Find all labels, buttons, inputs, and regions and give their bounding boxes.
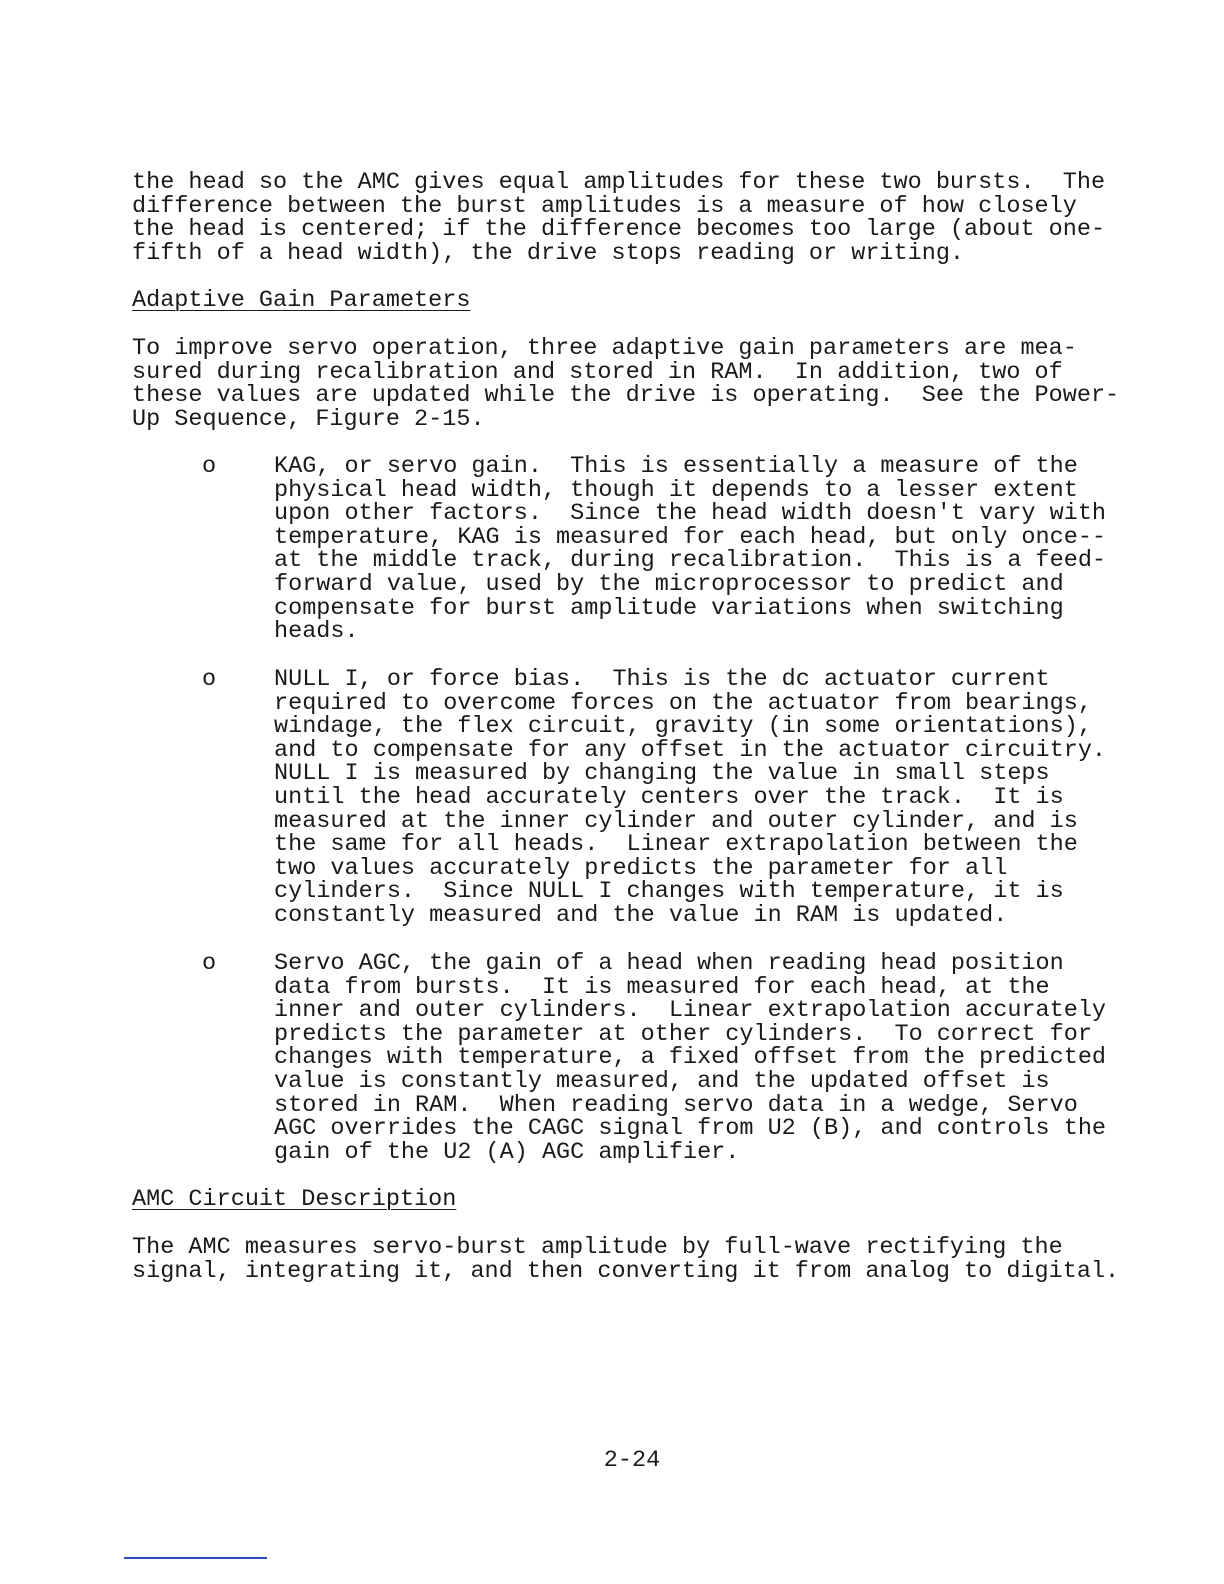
text-line: To improve servo operation, three adaptive gain parameters are mea- [132, 335, 1077, 362]
text-line: the head is centered; if the difference becomes too large (about one- [132, 216, 1106, 244]
text-line: Up Sequence, Figure 2-15. [132, 405, 485, 433]
text-line: forward value, used by the microprocessor to predict and [274, 570, 1064, 598]
text-line: gain of the U2 (A) AGC amplifier. [274, 1138, 740, 1166]
text-line: measured at the inner cylinder and outer cylinder, and is [274, 807, 1078, 835]
text-line: two values accurately predicts the parameter for all [274, 854, 1008, 882]
text-line: these values are updated while the drive is operating. See the Power- [132, 382, 1120, 410]
bullet-marker: o [202, 453, 217, 480]
text-line: data from bursts. It is measured for each head, at the [274, 973, 1050, 1001]
text-line: upon other factors. Since the head width doesn't vary with [274, 500, 1107, 528]
text-line: at the middle track, during recalibration. This is a feed- [274, 547, 1107, 575]
bullet-item-servo-agc [274, 952, 1106, 1164]
text-line: until the head accurately centers over the track. It is [274, 783, 1064, 811]
text-line: KAG, or servo gain. This is essentially a measure of the [274, 453, 1078, 480]
text-line: AGC overrides the CAGC signal from U2 (B), and controls the [274, 1115, 1107, 1143]
text-line: changes with temperature, a fixed offset from the predicted [274, 1044, 1107, 1072]
adaptive-paragraph [132, 337, 1119, 431]
text-line: difference between the burst amplitudes is a measure of how closely [132, 192, 1077, 220]
text-line: physical head width, though it depends to a lesser extent [274, 476, 1078, 504]
text-line: NULL I, or force bias. This is the dc actuator current [274, 666, 1050, 693]
bullet-item-null-i [274, 668, 1106, 928]
text-line: stored in RAM. When reading servo data in a wedge, Servo [274, 1091, 1078, 1119]
page-number: 2-24 [603, 1447, 661, 1474]
text-line: predicts the parameter at other cylinders. To correct for [274, 1020, 1092, 1048]
footer-rule [124, 1557, 267, 1559]
section-heading-adaptive-gain: Adaptive Gain Parameters [132, 287, 471, 314]
amc-paragraph [132, 1236, 1119, 1283]
text-line: value is constantly measured, and the updated offset is [274, 1067, 1050, 1095]
intro-paragraph [132, 171, 1105, 265]
bullet-marker: o [202, 950, 217, 977]
text-line: heads. [274, 618, 359, 646]
text-line: The AMC measures servo-burst amplitude by full-wave rectifying the [132, 1234, 1063, 1261]
text-line: the head so the AMC gives equal amplitudes for these two bursts. The [132, 169, 1106, 196]
text-line: Servo AGC, the gain of a head when reading head position [274, 950, 1064, 977]
text-line: the same for all heads. Linear extrapolation between the [274, 831, 1078, 859]
section-heading-amc-circuit: AMC Circuit Description [132, 1186, 457, 1213]
text-line: required to overcome forces on the actuator from bearings, [274, 689, 1092, 717]
text-line: constantly measured and the value in RAM is updated. [274, 901, 1008, 929]
text-line: cylinders. Since NULL I changes with temperature, it is [274, 878, 1064, 906]
text-line: sured during recalibration and stored in RAM. In addition, two of [132, 358, 1063, 386]
text-line: NULL I is measured by changing the value in small steps [274, 760, 1050, 788]
text-line: windage, the flex circuit, gravity (in some orientations), [274, 713, 1092, 741]
bullet-item-kag [274, 455, 1106, 644]
text-line: temperature, KAG is measured for each head, but only once-- [274, 523, 1107, 551]
text-line: compensate for burst amplitude variations when switching [274, 594, 1064, 622]
text-line: fifth of a head width), the drive stops reading or writing. [132, 239, 965, 267]
text-line: and to compensate for any offset in the actuator circuitry. [274, 736, 1107, 764]
bullet-marker: o [202, 666, 217, 693]
text-line: inner and outer cylinders. Linear extrapolation accurately [274, 997, 1107, 1025]
text-line: signal, integrating it, and then converting it from analog to digital. [132, 1257, 1120, 1285]
